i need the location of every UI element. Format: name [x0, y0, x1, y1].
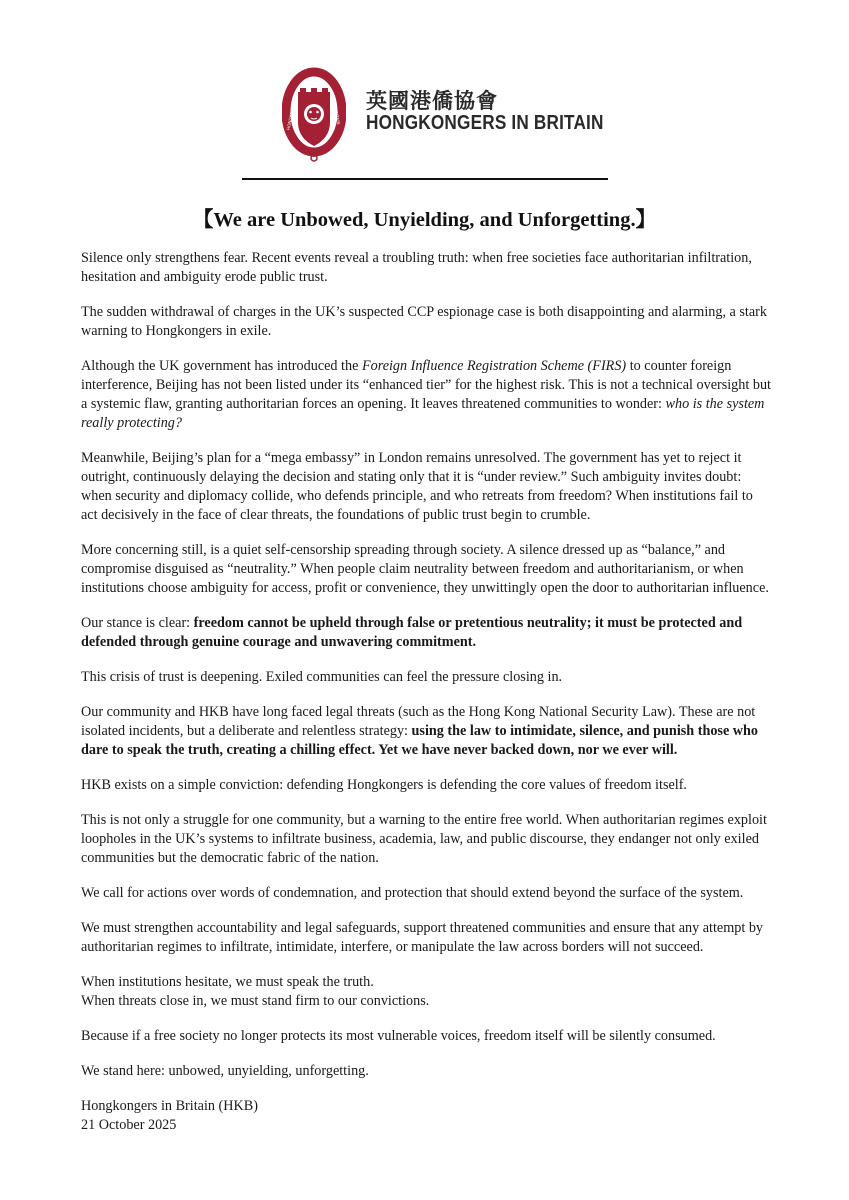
stance-emphasis: freedom cannot be upheld through false or pretentious neutrality; it must be protected and defended through genuine courage and unwavering commitment. — [81, 615, 743, 650]
paragraph: Our stance is clear: freedom cannot be upheld through false or pretentious neutrality; it must be protected and defended through genuine courage and unwavering commitment. — [81, 615, 743, 650]
paragraph: We stand here: unbowed, unyielding, unforgetting. — [81, 1063, 369, 1079]
paragraph: We must strengthen accountability and legal safeguards, support threatened communities and ensure that any attempt by authoritarian regimes to infiltrate, intimidate, interfere, or manipulate the law across borders will not succeed. — [81, 920, 764, 955]
signature-date: 21 October 2025 — [81, 1117, 177, 1133]
org-name-chinese: 英國港僑協會 — [366, 89, 498, 113]
paragraph: The sudden withdrawal of charges in the UK’s suspected CCP espionage case is both disappointing and alarming, a stark warning to Hongkongers in exile. — [81, 304, 767, 339]
paragraph: Our community and HKB have long faced legal threats (such as the Hong Kong National Security Law). These are not isolated incidents, but a deliberate and relentless strategy: using the law to intimidate, silence, and punish those who dare to speak the truth, creating a chilling effect. Yet we have never backed down, nor we ever will. — [81, 704, 759, 758]
strategy-emphasis: using the law to intimidate, silence, and punish those who dare to speak the truth, creating a chilling effect. Yet we have never backed down, nor we ever will. — [81, 723, 759, 758]
paragraph: Meanwhile, Beijing’s plan for a “mega embassy” in London remains unresolved. The government has yet to reject it outright, continuously delaying the decision and stating only that it is “under review.” Such ambiguity invites doubt: when security and diplomacy collide, who defends principle, and who retreats from freedom? When institutions fail to act decisively in the face of clear threats, the foundations of public trust begin to crumble. — [81, 450, 753, 523]
svg-text:HONGKONGERS: HONGKONGERS — [285, 96, 298, 131]
paragraph: We call for actions over words of condemnation, and protection that should extend beyond the surface of the system. — [81, 885, 744, 901]
question-emphasis: who is the system really protecting? — [81, 396, 765, 431]
paragraph: This is not only a struggle for one community, but a warning to the entire free world. When authoritarian regimes exploit loopholes in the UK’s systems to infiltrate business, academia, law, and public discourse, they endanger not only exiled communities but the democratic fabric of the nation. — [81, 812, 767, 866]
paragraph: Although the UK government has introduced the Foreign Influence Registration Scheme (FIRS) to counter foreign interference, Beijing has not been listed under its “enhanced tier” for the highest risk. This is not a technical oversight but a systemic flaw, granting authoritarian forces an opening. It leaves threatened communities to wonder: who is the system really protecting? — [81, 358, 771, 431]
letterhead — [0, 46, 849, 176]
paragraph: When threats close in, we must stand firm to our convictions. — [81, 993, 430, 1009]
hkb-emblem-logo — [282, 58, 346, 166]
paragraph: When institutions hesitate, we must speak the truth. — [81, 974, 374, 990]
svg-text:IN BRITAIN: IN BRITAIN — [331, 102, 342, 126]
header-divider — [242, 178, 608, 180]
paragraph: Silence only strengthens fear. Recent events reveal a troubling truth: when free societies face authoritarian infiltration, hesitation and ambiguity erode public trust. — [81, 250, 752, 285]
svg-text:賣身: 賣身 — [307, 68, 321, 76]
statement-title: 【We are Unbowed, Unyielding, and Unforgetting.】 — [192, 209, 657, 231]
statement-body — [81, 249, 771, 1135]
paragraph: HKB exists on a simple conviction: defending Hongkongers is defending the core values of freedom itself. — [81, 777, 687, 793]
signature-org: Hongkongers in Britain (HKB) — [81, 1098, 258, 1114]
paragraph: More concerning still, is a quiet self-censorship spreading through society. A silence dressed up as “balance,” and compromise disguised as “neutrality.” When people claim neutrality between freedom and authoritarianism, or when institutions choose ambiguity for access, profit or convenience, they unwittingly open the door to authoritarian influence. — [81, 542, 769, 596]
org-name-english: HONGKONGERS IN BRITAIN — [366, 112, 604, 134]
paragraph: This crisis of trust is deepening. Exiled communities can feel the pressure closing in. — [81, 669, 563, 685]
scheme-name: Foreign Influence Registration Scheme (FIRS) — [361, 358, 627, 374]
paragraph: Because if a free society no longer protects its most vulnerable voices, freedom itself will be silently consumed. — [81, 1028, 716, 1044]
